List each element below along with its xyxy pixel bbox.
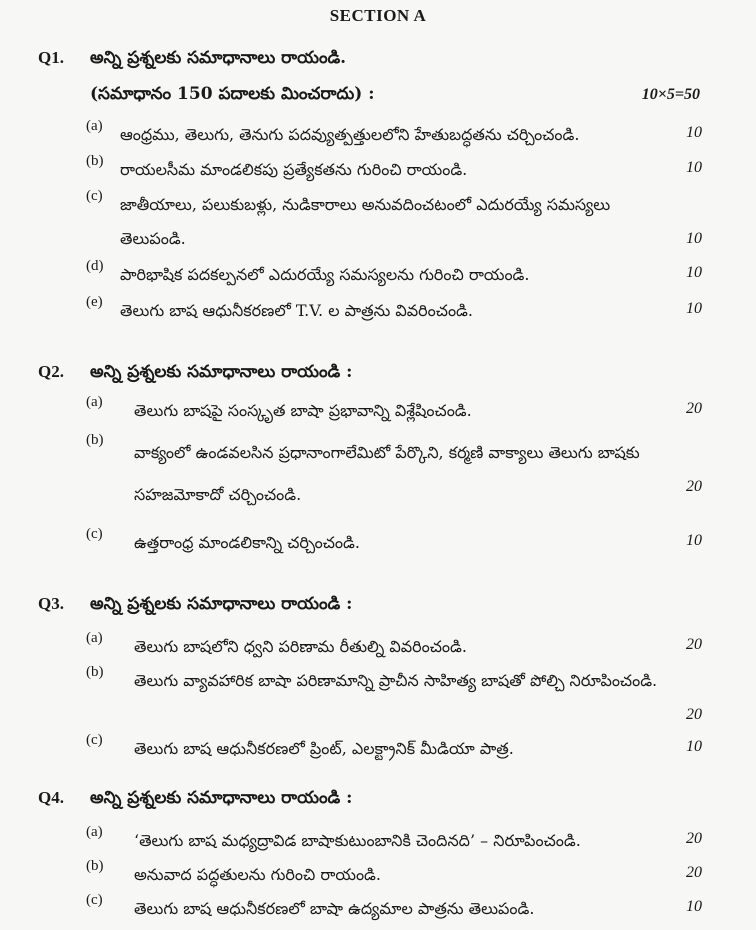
item-label: (d) (86, 258, 104, 274)
question-number: Q3. (38, 594, 64, 613)
item-text: ఉత్తరాంధ్ర మాండలికాన్ని చర్చించండి. (134, 533, 360, 552)
item-label: (a) (86, 824, 103, 840)
item-marks: 10 (686, 230, 702, 247)
item-text: ఆంధ్రము, తెలుగు, తెనుగు పదవ్యుత్పత్తులలోని హేతుబద్ధతను చర్చించండి. (120, 125, 580, 144)
item-text: తెలుగు బాష ఆధునీకరణలో T.V. ల పాత్రను వివరించండి. (120, 301, 473, 320)
item-label: (b) (86, 153, 104, 169)
item-marks: 10 (686, 300, 702, 317)
item-label: (c) (86, 526, 103, 542)
item-marks: 10 (686, 532, 702, 549)
item-text: తెలుగు బాషపై సంస్కృత బాషా ప్రభావాన్ని విశ్లేషించండి. (134, 401, 472, 420)
question-number: Q4. (38, 788, 64, 807)
item-text: వాక్యంలో ఉండవలసిన ప్రధానాంగాలేమిటో పేర్కొని, కర్మణి వాక్యాలు తెలుగు బాషకు సహజమోకాదో చర్చించండి. (134, 443, 640, 504)
item-label: (a) (86, 630, 103, 646)
item-marks: 10 (686, 898, 702, 915)
item-label: (a) (86, 394, 103, 410)
item-marks: 20 (686, 706, 702, 723)
question-1-marks: 10×5=50 (641, 86, 700, 103)
item-marks: 10 (686, 159, 702, 176)
item-label: (c) (86, 892, 103, 908)
question-text: అన్ని ప్రశ్నలకు సమాధానాలు రాయండి : (90, 362, 353, 382)
item-text: అనువాద పద్ధతులను గురించి రాయండి. (134, 865, 381, 884)
item-marks: 20 (686, 864, 702, 881)
question-text: అన్ని ప్రశ్నలకు సమాధానాలు రాయండి : (90, 788, 353, 808)
item-marks: 20 (686, 830, 702, 847)
item-text: ‘తెలుగు బాష మధ్యద్రావిడ బాషాకుటుంబానికి చెందినది’ – నిరూపించండి. (134, 831, 581, 850)
item-marks: 10 (686, 264, 702, 281)
item-label: (b) (86, 858, 104, 874)
item-text: పారిభాషిక పదకల్పనలో ఎదురయ్యే సమస్యలను గురించి రాయండి. (120, 265, 530, 284)
item-label: (b) (86, 664, 104, 680)
item-text: తెలుగు బాష ఆధునీకరణలో ప్రింట్, ఎలక్ట్రానిక్ మీడియా పాత్ర. (134, 739, 514, 758)
item-text: తెలుగు వ్యావహారిక బాషా పరిణామాన్ని ప్రాచీన సాహిత్య బాషతో పోల్చి నిరూపించండి. (134, 671, 658, 690)
item-text: తెలుగు బాషలోని ధ్వని పరిణామ రీతుల్ని వివరించండి. (134, 637, 467, 656)
item-marks: 20 (686, 636, 702, 653)
item-label: (a) (86, 118, 103, 134)
item-marks: 20 (686, 478, 702, 495)
item-marks: 10 (686, 738, 702, 755)
question-text: అన్ని ప్రశ్నలకు సమాధానాలు రాయండి. (90, 48, 347, 68)
question-1-subheading: (సమాధానం 150 పదాలకు మించరాదు) : (90, 84, 375, 104)
section-title: SECTION A (329, 6, 427, 25)
item-text: రాయలసీమ మాండలికపు ప్రత్యేకతను గురించి రాయండి. (120, 160, 468, 179)
item-label: (b) (86, 432, 104, 448)
question-number: Q1. (38, 48, 64, 67)
item-label: (c) (86, 732, 103, 748)
question-number: Q2. (38, 362, 64, 381)
item-label: (e) (86, 294, 103, 310)
item-text: తెలుగు బాష ఆధునీకరణలో బాషా ఉద్యమాల పాత్రను తెలుపండి. (134, 899, 535, 918)
item-label: (c) (86, 188, 103, 204)
question-text: అన్ని ప్రశ్నలకు సమాధానాలు రాయండి : (90, 594, 353, 614)
item-text: జాతీయాలు, పలుకుబళ్లు, నుడికారాలు అనువదించటంలో ఎదురయ్యే సమస్యలు తెలుపండి. (120, 195, 611, 248)
item-marks: 20 (686, 400, 702, 417)
item-marks: 10 (686, 124, 702, 141)
